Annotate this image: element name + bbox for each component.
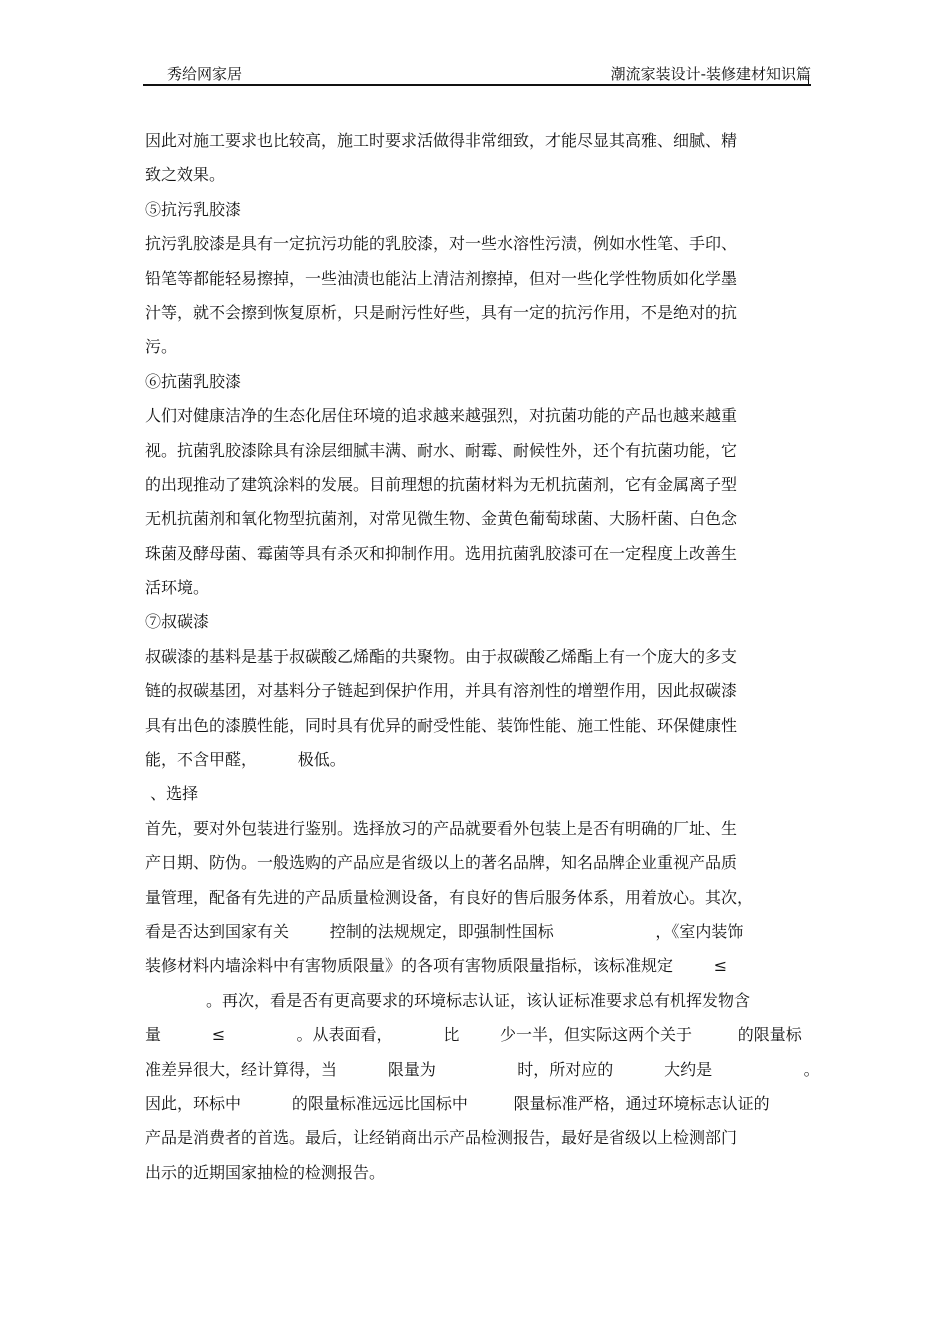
text-line: 因此，环标中 的限量标准远远比国标中 限量标准严格，通过环境标志认证的 xyxy=(145,1093,770,1113)
text-line: 装修材料内墙涂料中有害物质限量》的各项有害物质限量指标，该标准规定 ≤ xyxy=(145,956,728,976)
text-line: 准差异很大，经计算得，当 限量为 时，所对应的 大约是 。 xyxy=(145,1059,820,1079)
header-section-title: 潮流家装设计-装修建材知识篇 xyxy=(610,65,811,83)
section-heading: 、选择 xyxy=(145,784,199,804)
text-line: 量管理，配备有先进的产品质量检测设备，有良好的售后服务体系，用着放心。其次， xyxy=(145,887,754,907)
text-line: 铅笔等都能轻易擦掉，一些油渍也能沾上清洁剂擦掉，但对一些化学性物质如化学墨 xyxy=(145,268,738,288)
text-line: 叔碳漆的基料是基于叔碳酸乙烯酯的共聚物。由于叔碳酸乙烯酯上有一个庞大的多支 xyxy=(145,646,738,666)
text-line: 珠菌及酵母菌、霉菌等具有杀灭和抑制作用。选用抗菌乳胶漆可在一定程度上改善生 xyxy=(145,543,738,563)
document-body xyxy=(145,124,820,1190)
text-line: 的出现推动了建筑涂料的发展。目前理想的抗菌材料为无机抗菌剂，它有金属离子型 xyxy=(145,474,738,494)
section-heading: ⑤抗污乳胶漆 xyxy=(145,199,242,219)
text-line: 汁等，就不会擦到恢复原析，只是耐污性好些，具有一定的抗污作用，不是绝对的抗 xyxy=(145,302,738,322)
header-divider xyxy=(143,84,811,86)
header-divider-tick xyxy=(808,77,809,86)
text-line: 量 ≤ 。从表面看， 比 少一半，但实际这两个关于 的限量标 xyxy=(145,1025,802,1045)
text-line: 链的叔碳基团，对基料分子链起到保护作用，并具有溶剂性的增塑作用，因此叔碳漆 xyxy=(145,681,738,701)
page-header xyxy=(143,58,811,84)
text-line: 首先，要对外包装进行鉴别。选择放习的产品就要看外包装上是否有明确的厂址、生 xyxy=(145,818,738,838)
text-line: 产品是消费者的首选。最后，让经销商出示产品检测报告，最好是省级以上检测部门 xyxy=(145,1128,738,1148)
text-line: 污。 xyxy=(145,337,178,357)
text-line: 具有出色的漆膜性能，同时具有优异的耐受性能、装饰性能、施工性能、环保健康性 xyxy=(145,715,738,735)
header-site-name: 秀给网家居 xyxy=(167,65,243,83)
text-line: 活环境。 xyxy=(145,578,210,598)
text-line: 视。抗菌乳胶漆除具有涂层细腻丰满、耐水、耐霉、耐候性外，还个有抗菌功能，它 xyxy=(145,440,738,460)
section-heading: ⑦叔碳漆 xyxy=(145,612,210,632)
text-line: 。再次，看是否有更高要求的环境标志认证，该认证标准要求总有机挥发物含 xyxy=(145,990,751,1010)
text-line: 致之效果。 xyxy=(145,165,226,185)
text-line: 产日期、防伪。一般选购的产品应是省级以上的著名品牌，知名品牌企业重视产品质 xyxy=(145,853,738,873)
text-line: 抗污乳胶漆是具有一定抗污功能的乳胶漆，对一些水溶性污渍，例如水性笔、手印、 xyxy=(145,234,738,254)
text-line: 无机抗菌剂和氧化物型抗菌剂，对常见微生物、金黄色葡萄球菌、大肠杆菌、白色念 xyxy=(145,509,738,529)
text-line: 看是否达到国家有关 控制的法规规定，即强制性国标 ，《室内装饰 xyxy=(145,921,744,941)
text-line: 因此对施工要求也比较高，施工时要求活做得非常细致，才能尽显其高雅、细腻、精 xyxy=(145,131,738,150)
text-line: 能，不含甲醛， 极低。 xyxy=(145,750,346,770)
text-line: 出示的近期国家抽检的检测报告。 xyxy=(145,1162,386,1182)
section-heading: ⑥抗菌乳胶漆 xyxy=(145,371,242,391)
text-line: 人们对健康洁净的生态化居住环境的追求越来越强烈，对抗菌功能的产品也越来越重 xyxy=(145,406,738,426)
